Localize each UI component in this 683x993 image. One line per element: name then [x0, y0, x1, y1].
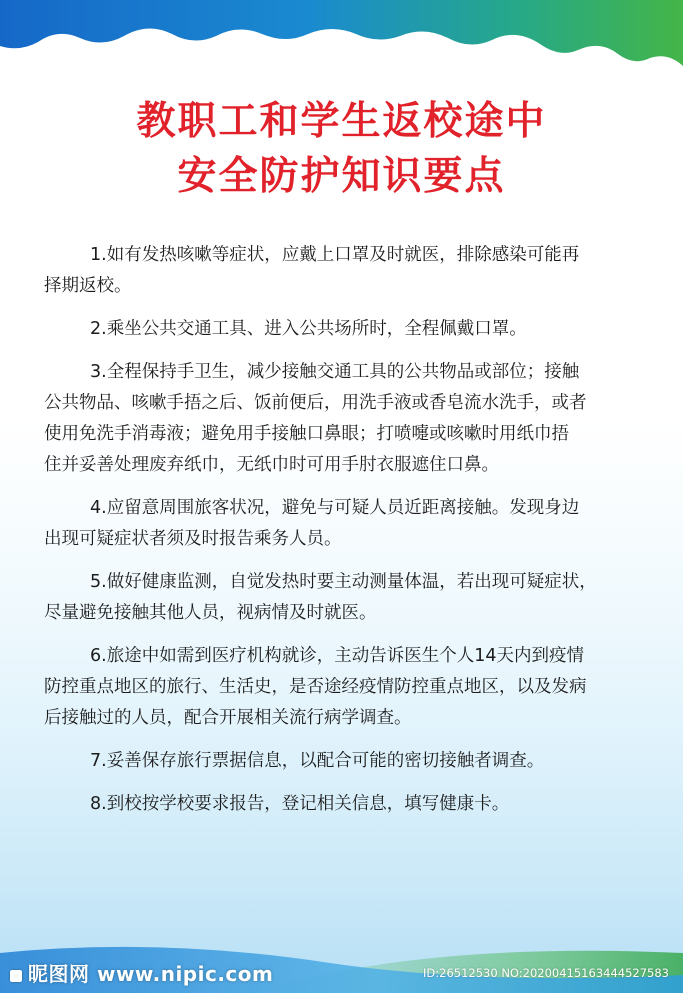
- image-id-watermark: ID:26512530 NO:20200415163444527583: [423, 966, 669, 980]
- item-text-line: 住并妥善处理废弃纸巾，无纸巾时可用手肘衣服遮住口鼻。: [44, 455, 499, 475]
- item-text-line: 8.到校按学校要求报告，登记相关信息，填写健康卡。: [90, 794, 510, 814]
- list-item: [44, 567, 662, 629]
- item-text-line: 公共物品、咳嗽手捂之后、饭前便后，用洗手液或香皂流水洗手，或者: [44, 393, 587, 413]
- top-wave-banner: [0, 0, 683, 80]
- item-text-line: 4.应留意周围旅客状况，避免与可疑人员近距离接触。发现身边: [90, 498, 580, 518]
- item-text-line: 后接触过的人员，配合开展相关流行病学调查。: [44, 708, 412, 728]
- nipic-logo-icon: [10, 970, 22, 982]
- item-text-line: 6.旅途中如需到医疗机构就诊，主动告诉医生个人14天内到疫情: [90, 646, 584, 666]
- list-item: [44, 357, 662, 481]
- safety-points-list: [44, 240, 662, 832]
- list-item: [90, 746, 662, 777]
- item-text-line: 择期返校。: [44, 276, 132, 296]
- list-item: [44, 493, 662, 555]
- list-item: [90, 789, 662, 820]
- item-text-line: 3.全程保持手卫生，减少接触交通工具的公共物品或部位；接触: [90, 362, 580, 382]
- item-text-line: 7.妥善保存旅行票据信息，以配合可能的密切接触者调查。: [90, 751, 545, 771]
- list-item: [44, 240, 662, 302]
- item-text-line: 1.如有发热咳嗽等症状，应戴上口罩及时就医，排除感染可能再: [90, 245, 580, 265]
- nipic-watermark: 昵图网 www.nipic.com: [10, 958, 273, 987]
- list-item: [90, 314, 662, 345]
- title-line-2: 安全防护知识要点: [177, 154, 506, 199]
- title-line-1: 教职工和学生返校途中: [136, 99, 547, 144]
- item-text-line: 使用免洗手消毒液；避免用手接触口鼻眼；打喷嚏或咳嗽时用纸巾捂: [44, 424, 569, 444]
- item-text-line: 5.做好健康监测，自觉发热时要主动测量体温，若出现可疑症状，: [90, 572, 597, 592]
- item-text-line: 尽量避免接触其他人员，视病情及时就医。: [44, 603, 377, 623]
- item-text-line: 防控重点地区的旅行、生活史，是否途经疫情防控重点地区，以及发病: [44, 677, 587, 697]
- item-text-line: 出现可疑症状者须及时报告乘务人员。: [44, 529, 342, 549]
- item-text-line: 2.乘坐公共交通工具、进入公共场所时，全程佩戴口罩。: [90, 319, 527, 339]
- list-item: [44, 641, 662, 734]
